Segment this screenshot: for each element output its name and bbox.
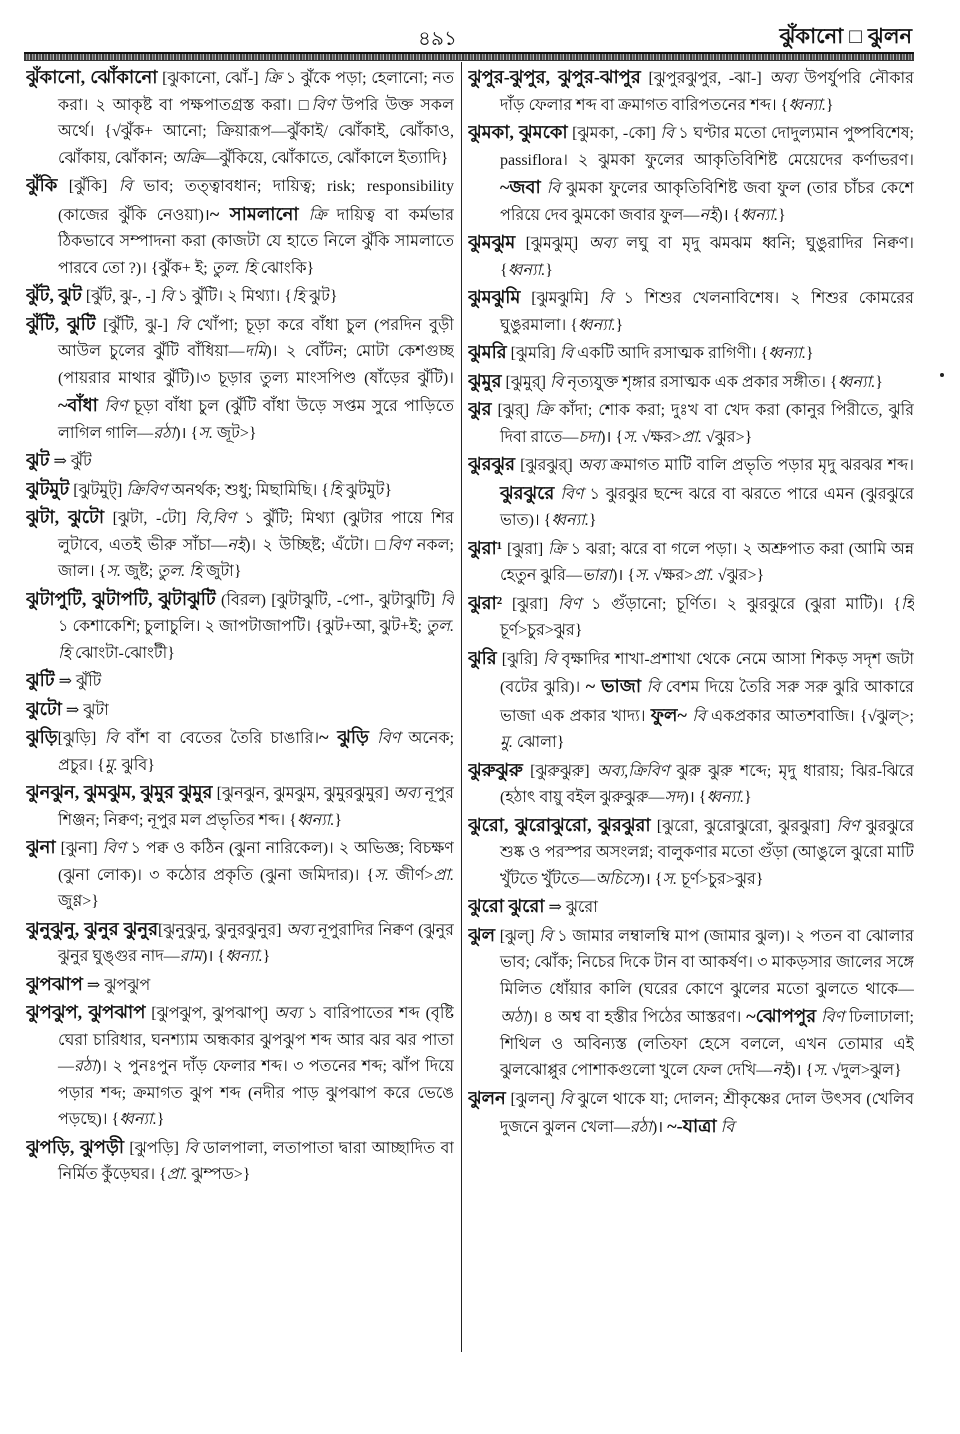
grammar-label: বি (660, 125, 674, 142)
definition-text: [ঝুরো, ঝুরোঝুরো, ঝুরঝুরা] (650, 817, 837, 835)
definition-text: ১ পক্ব ও কঠিন (ঝুনা নারিকেল)। ২ অভিজ্ঞ; বিচক্ষণ (ঝুনা লোক)। ৩ কঠোর প্রকৃতি (ঝুনা জমিদার)। { (58, 840, 454, 884)
definition-text: ঝুটমুট} (341, 481, 393, 499)
definition-text: অনেক; প্রচুর। { (58, 730, 454, 774)
definition-text: ১ কেশাকেশি; চুলাচুলি। ২ জাপটাজাপটি। {ঝুট+আ, ঝুট+ই; (58, 618, 427, 635)
definition-text: [ঝুমঝুমি] (520, 290, 600, 307)
dictionary-entry (468, 284, 914, 339)
grammar-label: বি (184, 1139, 198, 1157)
grammar-label: ধ্বন্যা. (507, 261, 546, 279)
guide-separator-box: □ (849, 24, 862, 48)
grammar-label: বিণ (387, 536, 411, 554)
grammar-label: মু. (500, 734, 513, 751)
definition-text: ডালপালা, লতাপাতা দ্বারা আচ্ছাদিত বা নির্মিত কুঁড়েঘর। { (58, 1139, 454, 1183)
headword: ঝুনা (26, 837, 56, 857)
grammar-label: অঠা (500, 1009, 528, 1026)
dictionary-entry (26, 779, 454, 834)
definition-text: [ঝুনঝুন, ঝুমঝুম, ঝুমুরঝুমুর] (212, 785, 394, 802)
definition-text: চূর্ণ>চুর>ঝুর} (500, 622, 583, 639)
definition-text: )। { (202, 948, 226, 965)
definition-text: ১ ঝরা; ঝরে বা গলে পড়া। ২ অশ্রুপাত করা (আমি অন্ন হেতুন ঝুরি— (500, 540, 914, 584)
dictionary-entry (468, 339, 914, 368)
definition-text: )। ২ উচ্ছিষ্ট; এঁটো। □ (245, 536, 388, 554)
grammar-label: প্রা. (433, 866, 454, 884)
grammar-label: ধ্বন্যা. (577, 316, 616, 334)
grammar-label: অব্য,ক্রিবিণ (596, 762, 670, 780)
grammar-label: বি (546, 180, 561, 197)
definition-text: উপর্যুপরি নৌকার দাঁড় ফেলার শব্দ বা ক্রমাগত বারিপতনের শব্দ। { (500, 70, 914, 114)
grammar-label: নই (699, 206, 718, 224)
definition-text: } (334, 811, 343, 829)
definition-text: ১ ঝুঁটি; মিথ্যা (ঝুটার পায়ে শির লুটাবে, এতই ভীরু সাঁচা— (58, 510, 454, 554)
definition-text: [ঝুঁকি] (57, 178, 119, 195)
dictionary-entry (26, 971, 454, 1000)
grammar-label: বি (440, 591, 454, 609)
grammar-label: বি (104, 730, 119, 747)
definition-text: )। ২ বোঁটন; মোটা কেশগুচ্ছ (পায়রার মাথার ঝুঁটি)।৩ চূড়ার তুল্য মাংসপিণ্ড (ষাঁড়ের ঝুঁটি)। (58, 343, 454, 387)
definition-text: [ঝুপুরঝুপুর, -ঝা-] (640, 70, 770, 87)
grammar-label: ধ্বন্যা. (296, 811, 335, 829)
definition-text: ঝুমকা ফুলের আকৃতিবিশিষ্ট জবা ফুল (তার চাঁচর কেশে পরিয়ে দেব ঝুমকো জবার ফুল— (500, 180, 914, 224)
grammar-label: বি (549, 373, 564, 391)
grammar-label: স. (635, 567, 650, 584)
grammar-label: স. (106, 563, 121, 580)
definition-text: )। { (639, 870, 663, 888)
grammar-label: ধ্বন্যা. (837, 373, 876, 391)
dictionary-entry (468, 396, 914, 451)
definition-text: ⇒ ঝুটা (61, 701, 109, 719)
dictionary-entry (26, 999, 454, 1134)
headword: ঝুটো (26, 698, 62, 719)
headword: ঝুঁটি, ঝুটি (26, 313, 96, 334)
headword: ঝুনুঝুনু, ঝুনুর ঝুনুর (26, 918, 158, 939)
definition-text: ঝোংকি} (256, 259, 315, 277)
definition-text: )। { (600, 428, 624, 446)
headword: ঝুঁকানো, ঝোঁকানো (26, 67, 158, 87)
headword: ঝুমঝুমি (468, 287, 521, 307)
definition-text: } (825, 96, 834, 114)
definition-text: চূড়া বাঁধা চুল (ঝুঁটি বাঁধা উড়ে সপ্তম সুরে পাড়িতে লাগিল গালি— (58, 398, 454, 442)
headword: ঝুঁকি (26, 175, 58, 195)
right-column (468, 64, 914, 1416)
grammar-label: নই (227, 536, 246, 554)
definition-text: নকল; জাল। { (58, 536, 454, 580)
definition-text: [ঝুড়ি] (57, 730, 105, 747)
grammar-label: বিণ (836, 817, 860, 835)
definition-text: ১ ঘণ্টার মতো দোদুল্যমান পুষ্পবিশেষ; passiflora। ২ ঝুমকা ফুলের আকৃতিবিশিষ্ট মেয়েদের কর্ণাভরণ। (500, 125, 914, 169)
grammar-label: বি (646, 679, 661, 696)
dictionary-entry (468, 368, 914, 397)
dictionary-entry (468, 590, 914, 645)
definition-text: [ঝুঁট, ঝু-, -] (81, 288, 161, 305)
definition-text: )। (651, 1119, 668, 1136)
grammar-label: অব্য (588, 235, 616, 252)
grammar-label: বি (720, 1119, 735, 1136)
definition-text: [ঝুনুঝুনু, ঝুনুরঝুনুর] (157, 921, 287, 939)
grammar-label: স. (623, 428, 638, 446)
grammar-label: তুল. হি (157, 563, 203, 580)
definition-text: ১ ঝুঁকে পড়া; হেলানো; নত করা। ২ আকৃষ্ট বা পক্ষপাতগ্রস্ত করা। □ (58, 70, 454, 114)
definition-text: [ঝুমরি] (506, 345, 560, 362)
definition-text: অনর্থক; শুধু; মিছামিছি। { (167, 481, 329, 499)
grammar-label: স. (662, 870, 678, 888)
grammar-label: রঠা (74, 1058, 96, 1075)
grammar-label: বিণ (821, 1009, 845, 1026)
definition-text: [ঝুঁটি, ঝু-] (95, 316, 176, 334)
definition-text: [ঝুল্] (495, 927, 540, 945)
definition-text: ১ ঝুরঝুর ছন্দে ঝরে বা ঝরতে পারে এমন (ঝুরঝুরে ভাত)। { (500, 485, 914, 529)
definition-text: ১ ঝুঁটি। ২ মিথ্যা। { (173, 288, 293, 305)
dictionary-entry (26, 834, 454, 916)
dictionary-entry (468, 1085, 914, 1142)
definition-text: )। ৪ অশ্ব বা হস্তীর পিঠের আস্তরণ। (527, 1009, 747, 1026)
grammar-label: অব্য (274, 1005, 302, 1022)
grammar-label: বিণ (311, 96, 335, 114)
subentry-headword: ~বাঁধা (58, 395, 98, 415)
headword: ঝুমকা, ঝুমকো (468, 122, 568, 142)
grammar-label: রাম (179, 948, 202, 965)
grammar-label: স. (198, 424, 213, 442)
definition-text: )। { (790, 1062, 814, 1079)
subentry-headword: ফুল~ (650, 704, 687, 725)
definition-text: ঢিলাঢালা; শিথিল ও অবিন্যস্ত (লতিফা হেসে বললে, এখন তোমার এই ঝুলঝোপ্পুর পোশাকগুলো খুলে ফেল দেখি— (500, 1009, 914, 1079)
dictionary-entry (26, 447, 454, 476)
definition-text: নূপুরাদির নিক্বণ (ঝুনুর ঝুনুর ঘুঙ্গুর নাদ— (58, 921, 454, 965)
definition-text: ১ জামার লম্বালম্বি মাপ (জামার ঝুল)। ২ পতন বা ঝোলার ভাব; ঝোঁক; নিচের দিকে টান বা আকর্ষণ। ৩ মাকড়সার জালের সঙ্গে মিলিত ধোঁয়ার কালি (ঘরের কোণে ঝুলের মতো ঝুলতে থাকে— (500, 927, 914, 998)
definition-text: ১ শিশুর খেলনাবিশেষ। ২ শিশুর কোমরের ঘুঙুরমালা। { (500, 290, 914, 334)
dictionary-entry (26, 586, 454, 668)
subentry-headword: ~ ঝুড়ি (319, 727, 369, 747)
definition-text: ঝুরঝুরে শুষ্ক ও পরস্পর অসংলগ্ন; বালুকণার মতো গুঁড়া (আঙুলে ঝুরো মাটি খুঁটতে খুঁটতে— (500, 817, 914, 888)
definition-text: ক্রমাগত মাটি বালি প্রভৃতি পড়ার মৃদু ঝরঝর শব্দ। (605, 457, 914, 474)
headword: ঝুল (468, 924, 496, 945)
headword: ঝুমুর (468, 370, 502, 391)
definition-text: } (588, 512, 597, 529)
definition-text: } (777, 206, 786, 224)
headword: ঝুরা² (468, 592, 503, 613)
definition-text: ঝুম্পড>} (187, 1166, 251, 1183)
definition-text: খোঁপা; চূড়া করে বাঁধা চুল (পরদিন বুড়ী আউল চুলের ঝুঁটি বাঁধিয়া— (58, 316, 454, 360)
subentry-headword: ~ঝোপপুর (746, 1006, 817, 1026)
guide-words (779, 20, 912, 55)
grammar-label: দমি (244, 343, 267, 360)
definition-text: [ঝুটা, -টো] (104, 510, 195, 527)
definition-text: [ঝুমুর্] (501, 373, 550, 391)
grammar-label: হি (901, 595, 914, 613)
dictionary-entry (468, 893, 914, 922)
grammar-label: সদ (664, 789, 684, 806)
definition-text: ⇒ ঝুঁট (49, 453, 92, 470)
definition-text: } (875, 373, 883, 391)
grammar-label: বি (543, 650, 557, 668)
grammar-label: অচিসে (595, 870, 640, 888)
headword: ঝুরি (468, 647, 497, 668)
definition-text: [ঝুর্] (491, 402, 536, 419)
grammar-label: রঠা (629, 1119, 652, 1136)
definition-text: [ঝুরা] (502, 595, 558, 613)
column-divider (461, 62, 462, 1352)
dictionary-entry (468, 535, 914, 590)
headword: ঝুপঝুপ, ঝুপঝাপ (26, 1002, 146, 1022)
definition-text: √ঝুর>} (701, 428, 753, 446)
grammar-label: ধ্বন্যা. (551, 512, 589, 529)
definition-text: ১ বারিপাতের শব্দ (বৃষ্টি ঘেরা চারিধার, ঘনশ্যাম অন্ধকার ঝুপঝুপ শব্দ আর ঝর ঝর পাতা— (58, 1005, 454, 1075)
grammar-label: চদা (578, 428, 601, 446)
definition-text: ভাব; তত্ত্বাবধান; দায়িত্ব; risk; responsibility (কাজের ঝুঁকি নেওয়া)। (58, 178, 454, 224)
definition-text: জূট>} (212, 424, 257, 442)
definition-text: ঝুট} (305, 288, 338, 305)
definition-text: [ঝুরি] (496, 650, 544, 668)
headword: ঝুট (26, 450, 50, 470)
grammar-label: অব্য (393, 785, 421, 802)
grammar-label: ক্রি (308, 206, 327, 224)
grammar-label: বিণ (377, 730, 401, 747)
definition-text: ⇒ ঝুঁটি (54, 673, 102, 690)
dictionary-entry (26, 667, 454, 696)
headword: ঝুটাপুটি, ঝুটাপটি, ঝুটাঝুটি (26, 588, 216, 609)
grammar-label: অব্য (577, 457, 606, 474)
grammar-label: ক্রি (547, 540, 566, 558)
grammar-label: ধ্বন্যা. (706, 789, 744, 806)
dictionary-entry (468, 451, 914, 535)
definition-text: } (744, 789, 752, 806)
dictionary-entry (468, 119, 914, 229)
grammar-label: রঠা (153, 424, 176, 442)
definition-text: নৃত্যযুক্ত শৃঙ্গার রসাত্মক এক প্রকার সঙ্গীত। { (563, 373, 838, 391)
definition-text: ঝুলে থাকে যা; দোলন; শ্রীকৃষ্ণের দোল উৎসব (খেলিব দুজনে ঝুলন খেলা— (500, 1090, 914, 1136)
guide-word-last: ঝুলন (867, 24, 912, 48)
dictionary-entry (26, 724, 454, 779)
grammar-label: বিণ (560, 485, 584, 503)
definition-text: [ঝুরা] (502, 540, 548, 558)
dictionary-entry (26, 476, 454, 505)
definition-text: ঝুবি} (117, 756, 155, 774)
definition-text: [ঝুরুঝুরু] (522, 762, 597, 780)
definition-text: জুষ্ট; (120, 563, 158, 580)
headword: ঝুঁট, ঝুট (26, 285, 82, 305)
definition-text: ঝোলা} (512, 734, 565, 751)
grammar-label: বিণ (557, 595, 582, 613)
grammar-label: প্রা. (166, 1166, 188, 1183)
headword: ঝুরুঝুরু (468, 759, 523, 780)
headword: ঝুরো ঝুরো (468, 896, 545, 916)
grammar-label: বি (160, 288, 174, 305)
headword: ঝুরঝুর (468, 454, 516, 474)
definition-text: } (545, 261, 553, 279)
definition-text: [ঝুরঝুর্] (515, 457, 578, 474)
definition-text: চূর্ণ>চুর>ঝুর} (677, 870, 764, 888)
definition-text: ঝোংটা-ঝোংটী} (70, 644, 175, 662)
dictionary-entry (26, 282, 454, 311)
grammar-label: বি (539, 927, 553, 945)
definition-text: [ঝুমকা, -কো] (567, 125, 661, 142)
guide-word-first: ঝুঁকানো (779, 24, 844, 48)
definition-text: জীর্ণ> (388, 866, 434, 884)
grammar-label: বিণ (104, 398, 128, 415)
dictionary-entry (468, 757, 914, 812)
grammar-label: অব্য (286, 921, 314, 939)
subentry-headword: ~জবা (500, 177, 541, 197)
headword: ঝুপঝাপ (26, 973, 83, 994)
grammar-label: বিণ (102, 840, 126, 857)
headword: ঝুড়ি (26, 727, 58, 747)
headword: ঝুটি (26, 670, 55, 690)
page-header (0, 18, 960, 52)
headword: ঝুমরি (468, 342, 507, 362)
definition-text: ⇒ ঝুপঝুপ (82, 976, 151, 994)
definition-text: উপরি উক্ত সকল অর্থে। {√ঝুঁক+ আনো; ক্রিয়ারূপ—ঝুঁকাই/ ঝোঁকাই, ঝোঁকাও, ঝোঁকায়, ঝোঁকান; (58, 96, 454, 167)
definition-text: √ঝুর>} (713, 567, 765, 584)
dictionary-entry (468, 64, 914, 119)
definition-text: দায়িত্ব বা কর্মভার ঠিকভাবে সম্পাদনা করা (কাজটা যে হাতে নিলে ঝুঁকি সামলাতে পারবে তো ?)। {ঝুঁক+ ই; (58, 206, 454, 277)
definition-text: )। { (717, 206, 741, 224)
headword: ঝুটা, ঝুটো (26, 507, 105, 527)
definition-text: বৃক্ষাদির শাখা-প্রশাখা থেকে নেমে আসা শিকড় সদৃশ জটা (বটের ঝুরি)। (500, 650, 914, 696)
grammar-label: ধ্বন্যা. (768, 345, 806, 362)
dictionary-entry (26, 64, 454, 172)
page-number: ৪৯১ (418, 28, 457, 50)
grammar-label: বি (559, 1090, 573, 1108)
grammar-label: ক্রি (535, 402, 553, 419)
definition-text: )। { (175, 424, 199, 442)
grammar-label: ক্রি (263, 70, 282, 87)
headword: ঝুমঝুম (468, 232, 516, 252)
headword: ঝুরা¹ (468, 537, 503, 558)
dictionary-entry (468, 812, 914, 894)
definition-text: } (615, 316, 624, 334)
headword: ঝুপড়ি, ঝুপড়ী (26, 1136, 124, 1157)
definition-text: (বিরল) [ঝুটাঝুটি, -পো-, ঝুটাঝুটি] (215, 591, 441, 609)
subentry-headword: ~-যাত্রা (667, 1116, 717, 1136)
dictionary-entry (26, 172, 454, 282)
definition-text (299, 207, 309, 224)
dictionary-entry (468, 645, 914, 757)
definition-text: √ক্ষর> (637, 428, 682, 446)
definition-text: ১ গুঁড়ানো; চূর্ণিত। ২ ঝুরঝুরে (ঝুরা মাটি)। { (581, 595, 901, 613)
grammar-label: ক্রিবিণ (126, 481, 168, 499)
definition-text: [ঝুমঝুম্] (515, 235, 589, 252)
dictionary-entry (26, 504, 454, 586)
dictionary-entry (26, 696, 454, 725)
grammar-label: ধ্বন্যা. (225, 948, 263, 965)
definition-text: )। { (683, 789, 707, 806)
definition-text: } (262, 948, 271, 965)
definition-text: ঝুরু ঝুরু শব্দে; মৃদু ধারায়; ঝির-ঝিরে (হঠাৎ বায়ু বইল ঝুরুঝুরু— (500, 762, 914, 806)
headword: ঝুটমুট (26, 478, 70, 499)
header-decorative-rule (24, 52, 914, 61)
grammar-label: হি (292, 288, 306, 305)
grammar-label: তুল. হি (211, 259, 257, 277)
definition-text: একটি আদি রসাত্মক রাগিণী। { (573, 345, 769, 362)
definition-text: [ঝুনা] (55, 840, 103, 857)
grammar-label: তুল. হি (58, 618, 454, 662)
grammar-label: বি (175, 316, 189, 334)
grammar-label: ভারা (581, 567, 612, 584)
grammar-label: বি (692, 707, 706, 725)
grammar-label: বি (559, 345, 574, 362)
definition-text: [ঝুটমুট্] (69, 481, 127, 499)
dictionary-entry (468, 229, 914, 284)
definition-text: } (156, 1111, 165, 1128)
grammar-label: ধ্বন্যা. (788, 96, 826, 114)
definition-text: } (805, 345, 814, 362)
grammar-label: অব্য (769, 70, 797, 87)
definition-text: বাঁশ বা বেতের তৈরি চাঙারি। (118, 730, 320, 747)
headword: ঝুনঝুন, ঝুমঝুম, ঝুমুর ঝুমুর (26, 782, 213, 802)
dictionary-entry (468, 922, 914, 1085)
subentry-headword: ঝুরঝুরে (500, 482, 555, 503)
definition-text: )। { (611, 567, 636, 584)
headword: ঝুর (468, 399, 492, 419)
definition-text: ⇒ ঝুরো (544, 899, 598, 916)
grammar-label: বি (599, 290, 613, 307)
grammar-label: অক্রি (171, 149, 204, 167)
definition-text: কাঁদা; শোক করা; দুঃখ বা খেদ করা (কানুর পিরীতে, ঝুরি দিবা রাতে— (500, 402, 914, 446)
grammar-label: প্রা. (681, 428, 702, 446)
definition-text: [ঝুপঝুপ, ঝুপঝাপ্] (145, 1005, 275, 1022)
definition-text: [ঝুপড়ি] (124, 1139, 185, 1157)
subentry-headword: ~ ভাজা (585, 676, 642, 696)
grammar-label: প্রা. (693, 567, 714, 584)
grammar-label: হি (328, 481, 342, 499)
dictionary-entry (26, 1134, 454, 1189)
stray-ink-mark (940, 373, 944, 377)
left-column (26, 64, 454, 1416)
dictionary-entry (26, 311, 454, 448)
headword: ঝুপুর-ঝুপুর, ঝুপুর-ঝাপুর (468, 67, 641, 87)
grammar-label: নই (772, 1062, 791, 1079)
headword: ঝুরো, ঝুরোঝুরো, ঝুরঝুরা (468, 814, 651, 835)
grammar-label: ধ্বন্যা. (740, 206, 778, 224)
dictionary-entry (26, 916, 454, 971)
definition-text: √দুল>ঝুল} (827, 1062, 902, 1079)
grammar-label: বি (118, 178, 133, 195)
definition-text: জুটা} (202, 563, 242, 580)
definition-text: জুণ্ণ>} (58, 893, 99, 910)
definition-text: [ঝুলন্] (505, 1090, 560, 1108)
headword: ঝুলন (468, 1087, 506, 1108)
grammar-label: মু. (104, 756, 118, 774)
definition-text: √ক্ষর> (649, 567, 694, 584)
definition-text: লঘু বা মৃদু ঝমঝম ধ্বনি; ঘুঙুরাদির নিক্বণ। { (500, 235, 914, 279)
definition-text: )। ২ পুনঃপুন দাঁড় ফেলার শব্দ। ৩ পতনের শব্দ; ঝাঁপ দিয়ে পড়ার শব্দ; ক্রমাগত ঝুপ শব্দ (নদীর পাড় ঝুপঝাপ করে ভেঙে পড়ছে)। { (58, 1058, 454, 1128)
definition-text: [ঝুকানো, ঝোঁ-] (157, 70, 264, 87)
subentry-headword: ~ সামলানো (209, 203, 299, 224)
grammar-label: ধ্বন্যা. (119, 1111, 157, 1128)
definition-text (369, 730, 377, 747)
grammar-label: স. (813, 1062, 828, 1079)
grammar-label: বি,বিণ (195, 510, 236, 527)
definition-text: —ঝুঁকিয়ে, ঝোঁকাতে, ঝোঁকালে ইত্যাদি} (203, 149, 449, 167)
definition-text: একপ্রকার আতশবাজি। {√ঝুল্>; (705, 707, 914, 725)
grammar-label: স. (374, 866, 389, 884)
definition-text: বেশম দিয়ে তৈরি সরু সরু ঝুরি আকারে ভাজা এক প্রকার খাদ্য। (500, 679, 914, 725)
definition-text: নূপুর শিঞ্জন; নিক্বণ; নূপুর মল প্রভৃতির শব্দ। { (58, 785, 454, 829)
